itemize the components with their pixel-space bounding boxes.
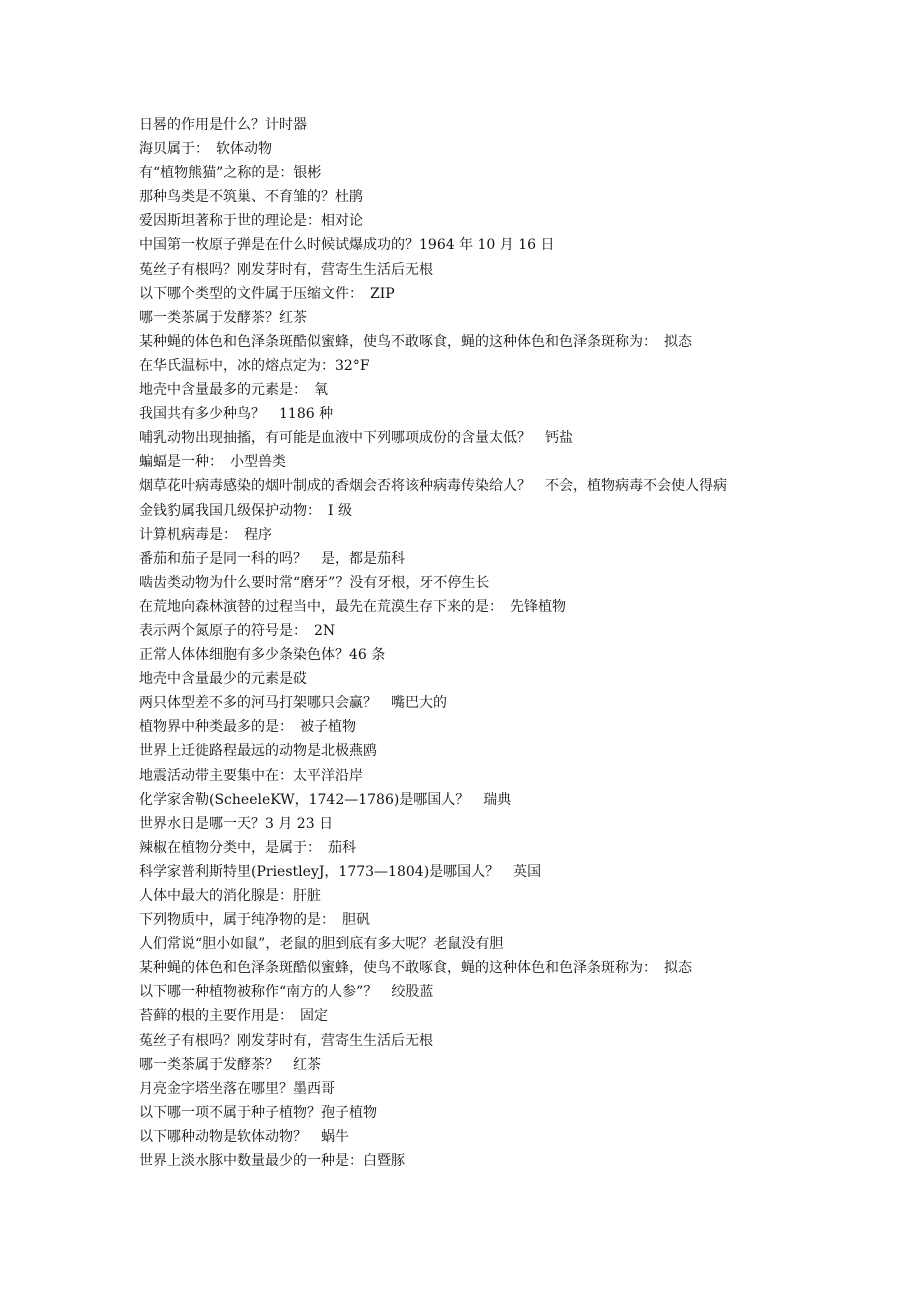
qa-line: 正常人体体细胞有多少条染色体？46 条: [139, 647, 386, 664]
qa-line: 在荒地向森林演替的过程当中，最先在荒漠生存下来的是： 先锋植物: [139, 598, 566, 615]
qa-line: 蝙蝠是一种： 小型兽类: [139, 454, 286, 471]
qa-line: 某种蝇的体色和色泽条斑酷似蜜蜂，使鸟不敢啄食，蝇的这种体色和色泽条斑称为： 拟态: [139, 333, 692, 350]
qa-line: 日晷的作用是什么？计时器: [139, 117, 307, 133]
qa-line: 月亮金字塔坐落在哪里？墨西哥: [139, 1080, 335, 1097]
qa-line: 有“植物熊猫”之称的是：银彬: [139, 165, 322, 182]
qa-line: 地震活动带主要集中在：太平洋沿岸: [139, 767, 363, 784]
qa-line: 计算机病毒是： 程序: [139, 526, 272, 543]
qa-line: 菟丝子有根吗？刚发芽时有，营寄生生活后无根: [139, 1032, 433, 1049]
qa-line: 爱因斯坦著称于世的理论是：相对论: [139, 213, 363, 230]
qa-line: 下列物质中，属于纯净物的是： 胆矾: [139, 912, 370, 929]
qa-line: 哪一类茶属于发酵茶？红茶: [139, 309, 307, 326]
qa-line: 以下哪一种植物被称作“南方的人参”？ 绞股蓝: [139, 984, 434, 1001]
qa-line: 表示两个氮原子的符号是： 2N: [139, 622, 336, 639]
qa-line: 啮齿类动物为什么要时常“磨牙”？没有牙根，牙不停生长: [139, 574, 490, 591]
qa-line: 辣椒在植物分类中，是属于： 茄科: [139, 839, 356, 856]
qa-line: 世界上迁徙路程最远的动物是北极燕鸥: [139, 743, 377, 760]
qa-line: 我国共有多少种鸟？ 1186 种: [139, 406, 334, 423]
qa-line: 化学家舍勒(ScheeleKW，1742—1786)是哪国人？ 瑞典: [139, 791, 512, 808]
qa-line: 科学家普利斯特里(PriestleyJ，1773—1804)是哪国人？ 英国: [139, 863, 542, 880]
qa-line: 地壳中含量最少的元素是砹: [139, 671, 307, 688]
qa-line: 海贝属于： 软体动物: [139, 141, 272, 158]
qa-line: 两只体型差不多的河马打架哪只会赢？ 嘴巴大的: [139, 695, 447, 712]
qa-line-list: [139, 113, 899, 1173]
qa-line: 植物界中种类最多的是： 被子植物: [139, 719, 356, 736]
qa-line: 人体中最大的消化腺是：肝脏: [139, 888, 321, 904]
qa-line: 世界水日是哪一天？3 月 23 日: [139, 815, 334, 832]
qa-line: 在华氏温标中，冰的熔点定为：32°F: [139, 357, 370, 374]
qa-line: 烟草花叶病毒感染的烟叶制成的香烟会否将该种病毒传染给人？ 不会，植物病毒不会使人得病: [139, 478, 727, 495]
qa-line: 中国第一枚原子弹是在什么时候试爆成功的？1964 年 10 月 16 日: [139, 237, 555, 254]
qa-line: 以下哪个类型的文件属于压缩文件： ZIP: [139, 285, 395, 302]
qa-line: 番茄和茄子是同一科的吗？ 是，都是茄科: [139, 550, 405, 567]
qa-line: 哪一类茶属于发酵茶？ 红茶: [139, 1056, 321, 1073]
qa-line: 以下哪种动物是软体动物？ 蜗牛: [139, 1128, 349, 1145]
qa-line: 菟丝子有根吗？刚发芽时有，营寄生生活后无根: [139, 261, 433, 278]
qa-line: 地壳中含量最多的元素是： 氧: [139, 382, 328, 399]
qa-line: 以下哪一项不属于种子植物？孢子植物: [139, 1104, 377, 1121]
qa-line: 世界上淡水豚中数量最少的一种是：白暨豚: [139, 1153, 405, 1170]
qa-line: 某种蝇的体色和色泽条斑酷似蜜蜂，使鸟不敢啄食，蝇的这种体色和色泽条斑称为： 拟态: [139, 960, 692, 977]
qa-line: 那种鸟类是不筑巢、不育雏的？杜鹃: [139, 189, 363, 206]
qa-line: 金钱豹属我国几级保护动物： I 级: [139, 502, 352, 519]
qa-line: 人们常说“胆小如鼠”，老鼠的胆到底有多大呢？老鼠没有胆: [139, 936, 504, 953]
qa-line: 苔藓的根的主要作用是： 固定: [139, 1008, 328, 1025]
qa-line: 哺乳动物出现抽搐，有可能是血液中下列哪项成份的含量太低？ 钙盐: [139, 430, 573, 447]
